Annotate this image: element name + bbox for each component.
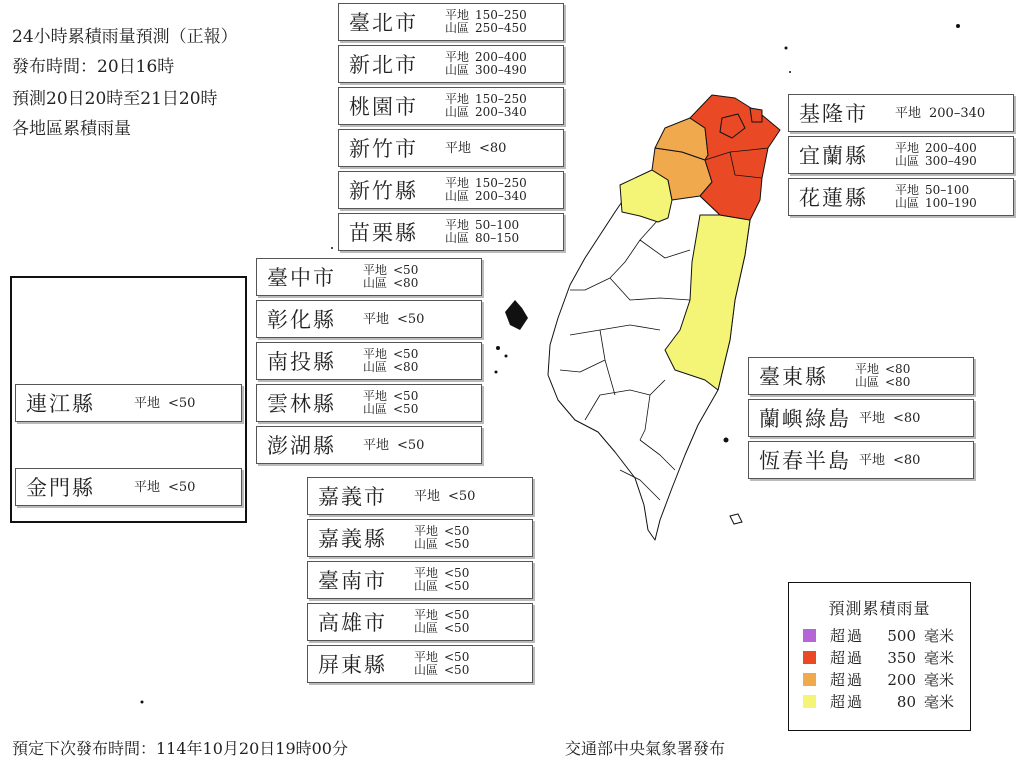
rainfall-value: 50–100 (925, 183, 970, 197)
terrain-label: 山區 (414, 537, 439, 551)
rainfall-value: <50 (168, 395, 196, 411)
legend-unit: 毫米 (924, 627, 955, 645)
terrain-label: 平地 (363, 311, 390, 327)
region-box-kinmen (15, 468, 242, 506)
issue-time: 發布時間：20日16時 (12, 57, 175, 77)
legend-unit: 毫米 (924, 671, 955, 689)
rainfall-value: <50 (393, 402, 419, 416)
terrain-label: 平地 (445, 8, 470, 22)
rainfall-value: 50–100 (475, 218, 520, 232)
terrain-label: 平地 (414, 608, 439, 622)
legend-title: 預測累積雨量 (828, 599, 931, 618)
region-name: 宜蘭縣 (799, 144, 868, 168)
region-box-hsinchu-county (338, 171, 564, 209)
region-name: 新竹縣 (349, 179, 418, 203)
legend-value: 200 (887, 670, 916, 689)
legend-swatch (803, 629, 816, 642)
region-box-changhua (256, 300, 482, 338)
legend-unit: 毫米 (924, 693, 955, 711)
rainfall-value: 100–190 (925, 196, 977, 210)
rainfall-value: <80 (893, 410, 921, 426)
legend-word: 超過 (830, 627, 865, 645)
region-box-taichung (256, 258, 482, 296)
region-box-kaohsiung (307, 603, 533, 641)
region-name: 臺南市 (318, 569, 387, 593)
terrain-label: 平地 (445, 218, 470, 232)
rainfall-value: <50 (397, 311, 425, 327)
rainfall-value: 300–490 (475, 63, 527, 77)
rainfall-value: <50 (168, 479, 196, 495)
terrain-label: 平地 (855, 362, 880, 376)
terrain-label: 平地 (445, 92, 470, 106)
region-name: 新北市 (349, 53, 418, 77)
region-box-chiayi-city (307, 477, 533, 515)
rainfall-value: 200–400 (925, 141, 977, 155)
region-box-hengchun (748, 441, 974, 479)
region-keelung (750, 108, 762, 122)
region-box-lienchiang (15, 384, 242, 422)
green-island (724, 438, 729, 443)
map-title: 24小時累積雨量預測（正報） (12, 27, 238, 47)
terrain-label: 山區 (414, 663, 439, 677)
region-box-pingtung (307, 645, 533, 683)
rainfall-value: <80 (885, 375, 911, 389)
rainfall-value: <50 (444, 608, 470, 622)
region-name: 臺北市 (349, 11, 418, 35)
region-name: 花蓮縣 (799, 186, 868, 210)
rainfall-value: <80 (893, 452, 921, 468)
region-box-miaoli (338, 213, 564, 251)
region-name: 高雄市 (318, 611, 387, 635)
rainfall-value: <50 (444, 650, 470, 664)
legend-item (803, 647, 954, 668)
rainfall-value: 80–150 (475, 231, 520, 245)
rainfall-value: 200–340 (929, 105, 986, 121)
region-name: 南投縣 (267, 350, 336, 374)
rainfall-value: 300–490 (925, 154, 977, 168)
terrain-label: 平地 (445, 50, 470, 64)
rainfall-value: <80 (479, 140, 507, 156)
legend-swatch (803, 673, 816, 686)
terrain-label: 平地 (363, 347, 388, 361)
terrain-label: 平地 (414, 524, 439, 538)
region-box-penghu (256, 426, 482, 464)
legend (788, 582, 971, 731)
rainfall-value: <50 (444, 621, 470, 635)
terrain-label: 山區 (414, 579, 439, 593)
terrain-label: 山區 (445, 105, 470, 119)
next-issue-time: 預定下次發布時間：114年10月20日19時00分 (12, 739, 348, 758)
terrain-label: 平地 (895, 105, 922, 121)
terrain-label: 平地 (363, 263, 388, 277)
map-description: 各地區累積雨量 (12, 119, 131, 139)
region-box-tainan (307, 561, 533, 599)
rainfall-value: 150–250 (475, 176, 527, 190)
rainfall-value: <50 (397, 437, 425, 453)
rainfall-value: <50 (444, 663, 470, 677)
rainfall-value: <80 (393, 360, 419, 374)
forecast-period: 預測20日20時至21日20時 (12, 89, 218, 109)
rainfall-value: 200–340 (475, 189, 527, 203)
legend-word: 超過 (830, 671, 865, 689)
region-box-chiayi-county (307, 519, 533, 557)
region-name: 苗栗縣 (349, 221, 418, 245)
region-name: 桃園市 (349, 95, 418, 119)
rainfall-value: 150–250 (475, 8, 527, 22)
rainfall-value: 250–450 (475, 21, 527, 35)
legend-item (803, 625, 954, 646)
terrain-label: 山區 (445, 21, 470, 35)
region-name: 恆春半島 (759, 449, 851, 473)
terrain-label: 平地 (414, 566, 439, 580)
region-box-yunlin (256, 384, 482, 422)
publisher: 交通部中央氣象署發布 (565, 739, 726, 758)
terrain-label: 平地 (895, 183, 920, 197)
region-name: 屏東縣 (318, 653, 387, 677)
rainfall-value: <50 (444, 566, 470, 580)
terrain-label: 山區 (895, 196, 920, 210)
legend-value: 350 (887, 648, 916, 667)
terrain-label: 山區 (363, 276, 388, 290)
terrain-label: 山區 (855, 375, 880, 389)
terrain-label: 平地 (445, 176, 470, 190)
region-box-taitung (748, 357, 974, 395)
region-name: 新竹市 (349, 137, 418, 161)
rainfall-value: <50 (393, 389, 419, 403)
region-name: 蘭嶼綠島 (759, 407, 851, 431)
terrain-label: 平地 (859, 452, 886, 468)
terrain-label: 平地 (134, 479, 161, 495)
terrain-label: 平地 (895, 141, 920, 155)
rainfall-value: <50 (448, 488, 476, 504)
rainfall-value: <50 (393, 263, 419, 277)
region-name: 金門縣 (26, 476, 95, 500)
rainfall-value: <50 (444, 537, 470, 551)
rainfall-value: 200–340 (475, 105, 527, 119)
terrain-label: 平地 (414, 488, 441, 504)
region-box-yilan (788, 136, 1014, 174)
terrain-label: 平地 (414, 650, 439, 664)
terrain-label: 平地 (859, 410, 886, 426)
terrain-label: 山區 (445, 189, 470, 203)
rainfall-value: 150–250 (475, 92, 527, 106)
legend-item (803, 669, 954, 690)
rainfall-value: 200–400 (475, 50, 527, 64)
region-box-taipei-city (338, 3, 564, 41)
terrain-label: 平地 (445, 140, 472, 156)
legend-swatch (803, 695, 816, 708)
region-name: 臺東縣 (759, 365, 828, 389)
legend-word: 超過 (830, 649, 865, 667)
legend-value: 500 (887, 626, 916, 645)
region-name: 澎湖縣 (267, 434, 336, 458)
rainfall-value: <50 (444, 579, 470, 593)
terrain-label: 平地 (363, 437, 390, 453)
terrain-label: 山區 (414, 621, 439, 635)
rainfall-value: <50 (444, 524, 470, 538)
terrain-label: 山區 (445, 231, 470, 245)
region-box-new-taipei (338, 45, 564, 83)
region-name: 連江縣 (26, 392, 95, 416)
legend-word: 超過 (830, 693, 865, 711)
terrain-label: 平地 (134, 395, 161, 411)
region-name: 基隆市 (799, 102, 868, 126)
region-box-lanyu-ludao (748, 399, 974, 437)
terrain-label: 山區 (895, 154, 920, 168)
region-name: 彰化縣 (267, 308, 336, 332)
legend-unit: 毫米 (924, 649, 955, 667)
terrain-label: 平地 (363, 389, 388, 403)
rainfall-value: <80 (885, 362, 911, 376)
legend-value: 80 (896, 692, 916, 711)
legend-swatch (803, 651, 816, 664)
region-box-hsinchu-city (338, 129, 564, 167)
region-box-hualien (788, 178, 1014, 216)
region-name: 嘉義市 (318, 485, 387, 509)
penghu-islands (505, 300, 528, 330)
rainfall-value: <80 (393, 276, 419, 290)
region-box-taoyuan (338, 87, 564, 125)
terrain-label: 山區 (363, 402, 388, 416)
region-box-keelung (788, 94, 1014, 132)
terrain-label: 山區 (445, 63, 470, 77)
region-name: 臺中市 (267, 266, 336, 290)
terrain-label: 山區 (363, 360, 388, 374)
legend-item (803, 691, 954, 712)
rainfall-value: <50 (393, 347, 419, 361)
region-name: 嘉義縣 (318, 527, 387, 551)
region-name: 雲林縣 (267, 392, 336, 416)
orchid-island (730, 514, 742, 524)
region-box-nantou (256, 342, 482, 380)
